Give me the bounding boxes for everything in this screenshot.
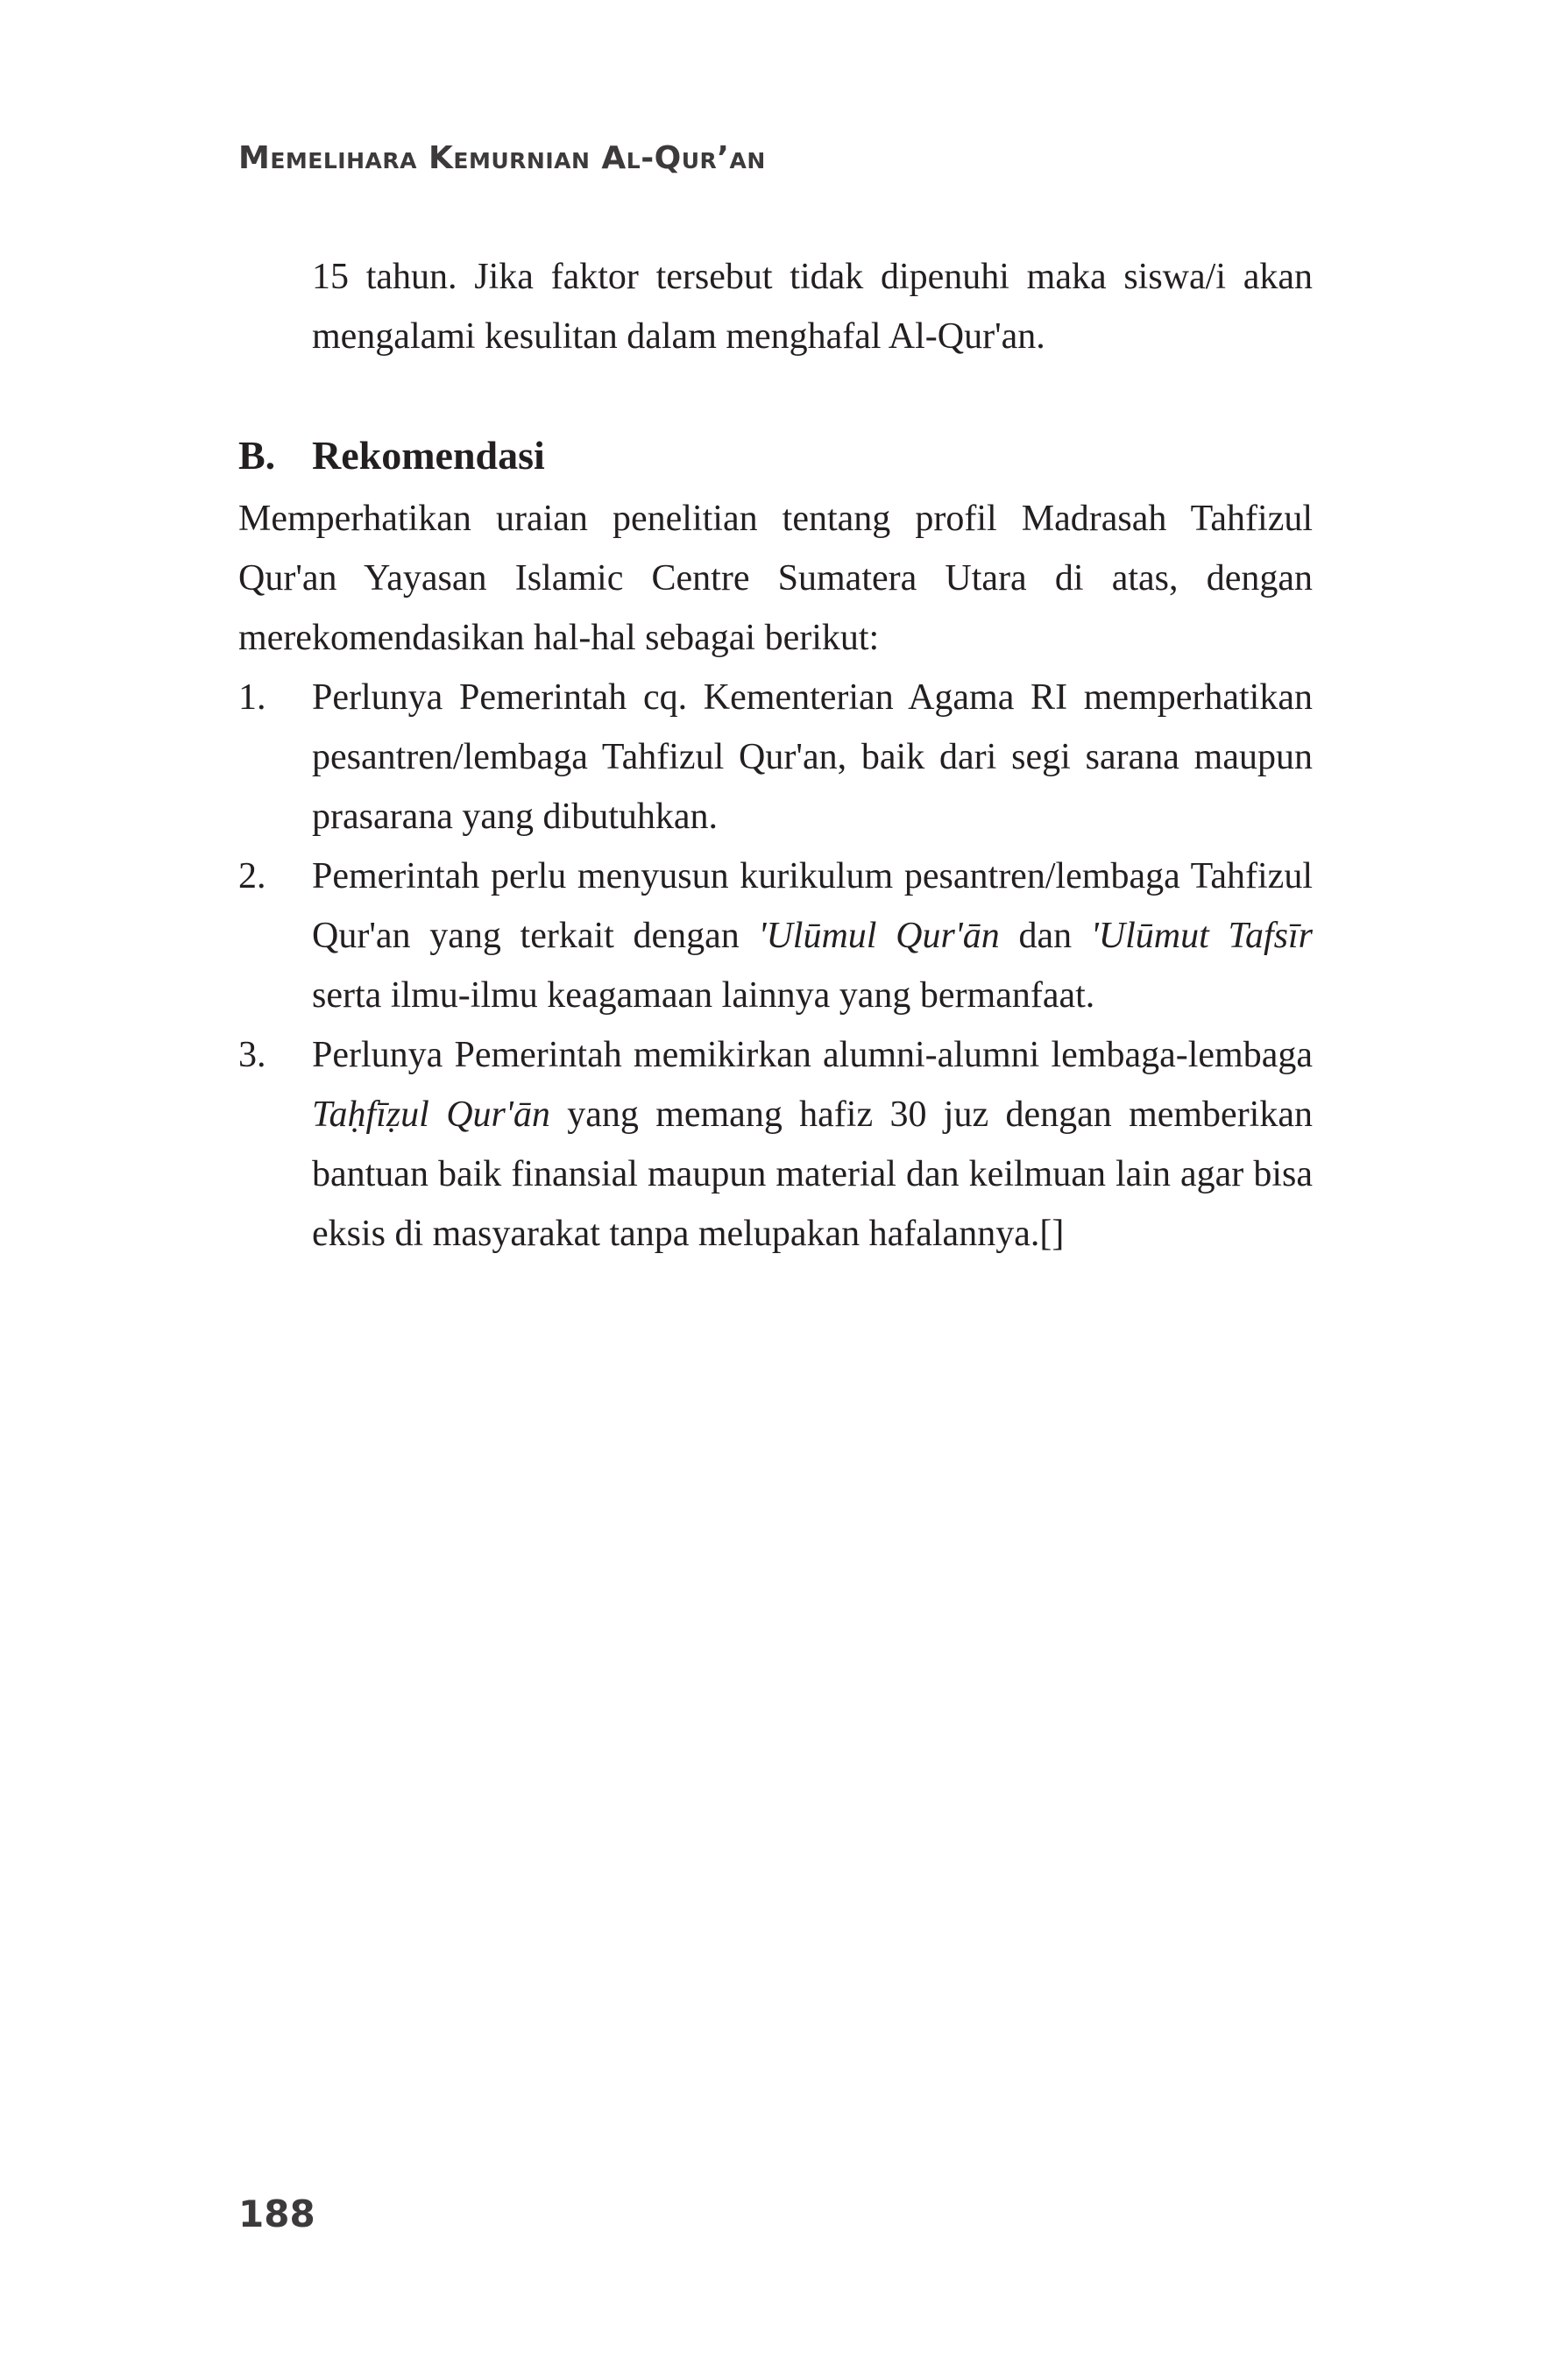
- list-item-text: Perlunya Pemerintah cq. Kementerian Agama RI memperhatikan pesantren/lembaga Tahfizul Qur'an, baik dari segi sarana maupun prasarana yang dibutuhkan.: [312, 677, 1313, 837]
- list-item: [238, 668, 1313, 846]
- page-number: 188: [238, 2192, 315, 2235]
- section-letter: B.: [238, 433, 276, 478]
- italic-term: 'Ulūmut Tafsīr: [1090, 916, 1314, 956]
- italic-term: 'Ulūmul Qur'ān: [758, 916, 1000, 956]
- list-item-text: serta ilmu-ilmu keagamaan lainnya yang bermanfaat.: [312, 975, 1095, 1016]
- section-heading: [238, 426, 545, 485]
- intro-paragraph: Memperhatikan uraian penelitian tentang profil Madrasah Tahfizul Qur'an Yayasan Islamic Centre Sumatera Utara di atas, dengan merekomendasikan hal-hal sebagai berikut:: [238, 499, 1313, 658]
- list-item-number: 1.: [238, 677, 266, 718]
- list-item-text: yang memang hafiz 30 juz dengan memberikan bantuan baik finansial maupun material dan keilmuan lain agar bisa eksis di masyarakat tanpa melupakan hafalannya.[]: [312, 1094, 1313, 1254]
- list-item: [238, 1025, 1313, 1264]
- list-item-text: Perlunya Pemerintah memikirkan alumni-alumni lembaga-lembaga: [312, 1035, 1313, 1075]
- italic-term: Taḥfīẓul Qur'ān: [312, 1094, 550, 1135]
- continuation-paragraph: 15 tahun. Jika faktor tersebut tidak dipenuhi maka siswa/i akan mengalami kesulitan dalam menghafal Al-Qur'an.: [312, 257, 1313, 357]
- section-title: Rekomendasi: [312, 433, 545, 478]
- list-item: [238, 846, 1313, 1025]
- recommendation-list: [238, 668, 1313, 1264]
- list-item-text: dan: [999, 916, 1091, 956]
- list-item-number: 2.: [238, 856, 266, 896]
- list-item-text: Pemerintah perlu menyusun kurikulum pesantren/lembaga Tahfizul Qur'an yang terkait dengan: [312, 856, 1313, 956]
- list-item-number: 3.: [238, 1035, 266, 1075]
- running-head: Memelihara Kemurnian Al-Qur’an: [238, 140, 766, 176]
